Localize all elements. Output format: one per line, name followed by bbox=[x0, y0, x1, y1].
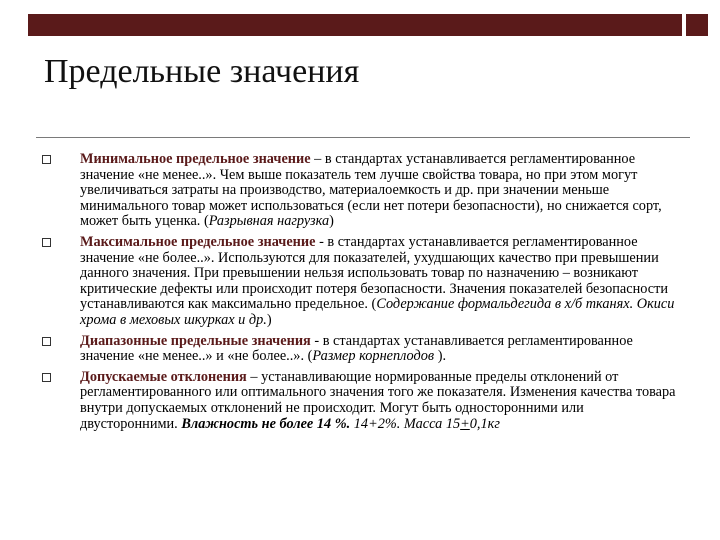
title-divider bbox=[36, 137, 690, 138]
list-item-range bbox=[42, 334, 682, 365]
example-minimum: Разрывная нагрузка bbox=[208, 213, 330, 230]
square-bullet-icon bbox=[42, 238, 51, 247]
text-tolerance: – устанавливающие нормированные пределы отклонений от регламентированного или оптимального значения того же показателя. Изменения качества товара внутри допускаемых отклонений не происходит. Могут быть односторонними или двусторонними. bbox=[80, 368, 676, 432]
example-tolerance-bold: Влажность не более 14 %. bbox=[181, 415, 351, 432]
header-bar bbox=[28, 14, 682, 36]
list-item-tolerance bbox=[42, 370, 682, 432]
term-tolerance: Допускаемые отклонения bbox=[80, 368, 247, 385]
tail-maximum: ) bbox=[266, 311, 272, 328]
square-bullet-icon bbox=[42, 337, 51, 346]
example-tolerance-b: 0,1кг bbox=[469, 415, 500, 432]
list-item-minimum bbox=[42, 152, 682, 230]
term-minimum: Минимальное предельное значение bbox=[80, 151, 311, 167]
header-square bbox=[686, 14, 708, 36]
text-range: - в стандартах устанавливается регламентированное значение «не менее..» и «не более..». ( bbox=[80, 332, 633, 365]
list-item-maximum bbox=[42, 235, 682, 329]
text-maximum: - в стандартах устанавливается регламентированное значение «не более..». Используются для показателей, ухудшающих качество при превышении данного значения. При превышении нельзя использовать товар по назначению – возникают критические дефекты или происходит потеря безопасности. Значения показателей безопасности устанавливаются как максимально предельное. ( bbox=[80, 233, 668, 313]
square-bullet-icon bbox=[42, 155, 51, 164]
page-title: Предельные значения bbox=[44, 53, 360, 90]
tail-range: ). bbox=[437, 348, 447, 365]
square-bullet-icon bbox=[42, 373, 51, 382]
text-minimum: – в стандартах устанавливается регламентированное значение «не менее..». Чем выше показатель тем лучше свойства товара, но при этом могут увеличиваться затраты на производство, материалоемкость и др. при значении меньше минимального товар может использоваться (если нет потери безопасности), но снижается сорт, может быть уценка. ( bbox=[80, 151, 662, 230]
tail-minimum: ) bbox=[329, 213, 334, 230]
example-tolerance-a: 14+2%. Масса 15 bbox=[350, 415, 461, 432]
term-maximum: Максимальное предельное значение bbox=[80, 233, 316, 250]
example-tolerance-plus: + bbox=[460, 415, 470, 432]
content-list bbox=[42, 152, 682, 432]
example-range: Размер корнеплодов bbox=[312, 348, 438, 365]
term-range: Диапазонные предельные значения bbox=[80, 332, 311, 349]
example-maximum: Содержание формальдегида в х/б тканях. Окиси хрома в меховых шкурках и др. bbox=[80, 296, 675, 328]
